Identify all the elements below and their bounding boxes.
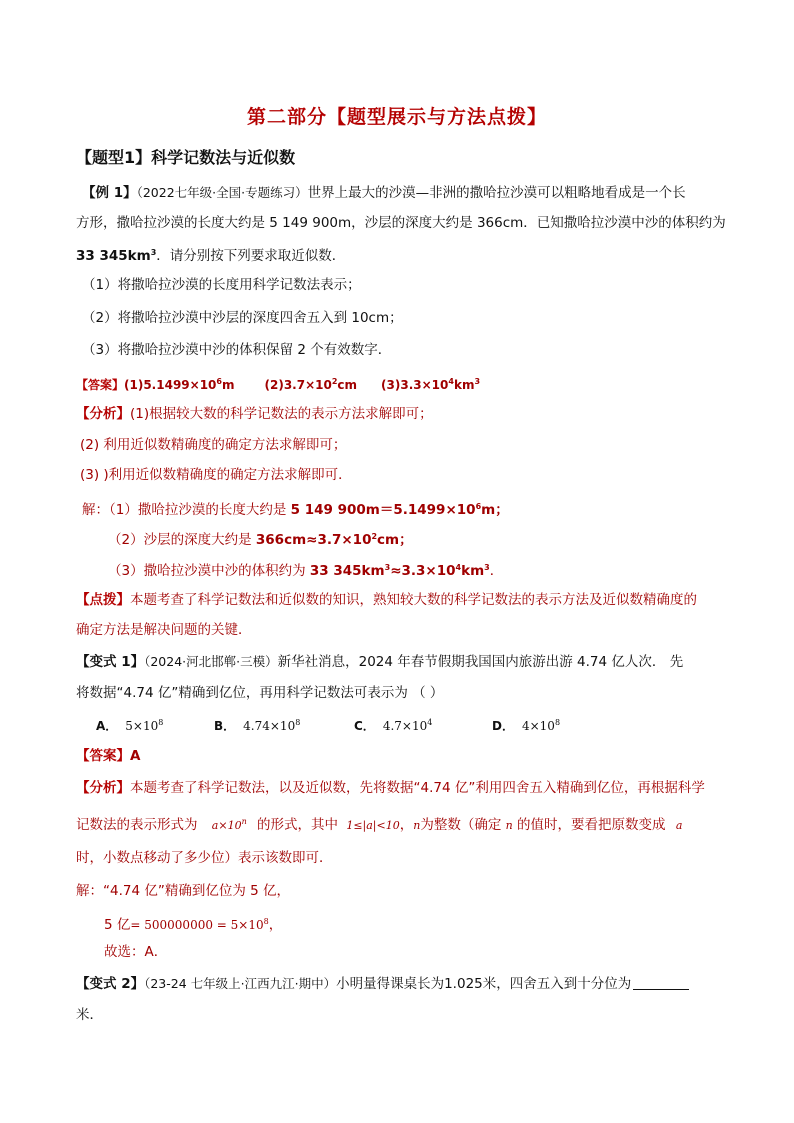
- question-1: （1）将撒哈拉沙漠的长度用科学记数法表示；: [82, 277, 361, 293]
- example1-answer: [76, 372, 480, 395]
- variant1-analysis-1: 【分析】本题考查了科学记数法，以及近似数，先将数据“4.74 亿”利用四舍五入精确到亿位，再根据科学: [76, 780, 705, 796]
- formula-range: 1≤|a|<10: [346, 819, 400, 832]
- question-2: （2）将撒哈拉沙漠中沙层的深度四舍五入到 10cm；: [82, 310, 403, 326]
- analysis-label: 【分析】: [76, 406, 130, 422]
- example1-tip-1: 【点拨】本题考查了科学记数法和近似数的知识，熟知较大数的科学记数法的表示方法及近似数精确度的: [76, 592, 697, 608]
- example1-analysis-1: 【分析】(1)根据较大数的科学记数法的表示方法求解即可；: [76, 406, 433, 422]
- variant1-line2: 将数据“4.74 亿”精确到亿位，再用科学记数法可表示为 （ ）: [76, 685, 444, 701]
- variant1-source: （2024·河北邯郸·三模）: [144, 654, 278, 669]
- section-title: 第二部分【题型展示与方法点拨】: [246, 106, 547, 128]
- variant1-answer-value: A: [130, 748, 141, 764]
- example1-analysis-2: (2) 利用近似数精确度的确定方法求解即可；: [80, 437, 347, 453]
- formula-a-times-10n: $a\times 10^n$: [211, 817, 247, 832]
- option-b[interactable]: B． $4.74\times 10^8$: [214, 718, 301, 733]
- variant1-choose: 故选：A．: [104, 944, 168, 960]
- variant2-source: （23-24 七年级上·江西九江·期中）: [144, 976, 337, 991]
- answer-label: 【答案】: [76, 378, 125, 392]
- variant1-label: 【变式 1】: [76, 654, 145, 670]
- variant1-analysis-3: 时，小数点移动了多少位）表示该数即可．: [76, 850, 333, 866]
- variant2-line2: 米．: [76, 1007, 103, 1023]
- example1-tip-2: 确定方法是解决问题的关键．: [76, 622, 252, 638]
- option-a[interactable]: A． $5\times 10^8$: [96, 718, 164, 733]
- answer-3: $(3)3.3\times 10^4km^3$: [381, 377, 481, 392]
- variant1-line1: 【变式 1】（2024·河北邯郸·三模）新华社消息，2024 年春节假期我国国内旅游出游 4.74 亿人次． 先: [76, 654, 684, 670]
- solution-3-math: 33 $345km^3\approx 3.3\times 10^4km^3$: [309, 563, 490, 579]
- example1-line3: 33 $345km^3$．请分别按下列要求取近似数．: [76, 248, 346, 264]
- answer-blank[interactable]: [633, 976, 689, 990]
- type1-heading: 【题型1】科学记数法与近似数: [76, 148, 296, 167]
- volume-value: 33 345km: [76, 248, 151, 264]
- variant1-answer: 【答案】A: [76, 748, 141, 764]
- example1-solution-2: （2）沙层的深度大约是 $366cm\approx 3.7\times 10^2cm$；: [108, 532, 413, 548]
- variant2-line1: 【变式 2】（23-24 七年级上·江西九江·期中）小明量得课桌长为1.025米，四舍五入到十分位为: [76, 974, 689, 994]
- example1-line2: 方形，撒哈拉沙漠的长度大约是 5 149 900m，沙层的深度大约是 366cm．已知撒哈拉沙漠中沙的体积约为: [76, 215, 726, 231]
- answer-2: $(2)3.7\times 10^2cm$: [264, 377, 358, 392]
- solution-1-math: 5 149 $900m=5.1499\times 10^6m$；: [290, 502, 509, 518]
- example1-label: 【例 1】: [82, 185, 137, 201]
- variant2-label: 【变式 2】: [76, 976, 145, 992]
- example1-line1-text: 世界上最大的沙漠—非洲的撒哈拉沙漠可以粗略地看成是一个长: [307, 185, 686, 201]
- variant1-analysis-2: 记数法的表示形式为 $a\times 10^n$ 的形式，其中 1≤|a|<10，n为整数（确定 n 的值时，要看把原数变成 a: [76, 817, 683, 833]
- example1-line3-text: ．请分别按下列要求取近似数．: [156, 248, 346, 264]
- tip-label: 【点拨】: [76, 592, 130, 608]
- option-c[interactable]: C． $4.7\times 10^4$: [354, 718, 433, 733]
- solution-2-math: $366cm\approx 3.7\times 10^2cm$；: [255, 532, 413, 548]
- example1-analysis-3: (3) )利用近似数精确度的确定方法求解即可．: [80, 467, 352, 483]
- variant1-solution-1: 解：“4.74 亿”精确到亿位为 5 亿，: [76, 883, 291, 899]
- variant1-solution-2: 5 亿= $500000000 = 5\times 10^8$，: [104, 917, 283, 933]
- example1-solution-1: 解：（1）撒哈拉沙漠的长度大约是 5 149 $900m=5.1499\times 10^6m$；: [82, 502, 509, 518]
- example1-line1: [82, 183, 686, 203]
- option-d[interactable]: D． $4\times 10^8$: [492, 718, 561, 733]
- example1-solution-3: （3）撒哈拉沙漠中沙的体积约为 33 $345km^3\approx 3.3\times 10^4km^3$．: [108, 563, 504, 579]
- answer-1: $(1)5.1499\times 10^6m$: [124, 377, 235, 392]
- question-3: （3）将撒哈拉沙漠中沙的体积保留 2 个有效数字．: [82, 342, 392, 358]
- example1-source: （2022七年级·全国·专题练习）: [136, 185, 308, 200]
